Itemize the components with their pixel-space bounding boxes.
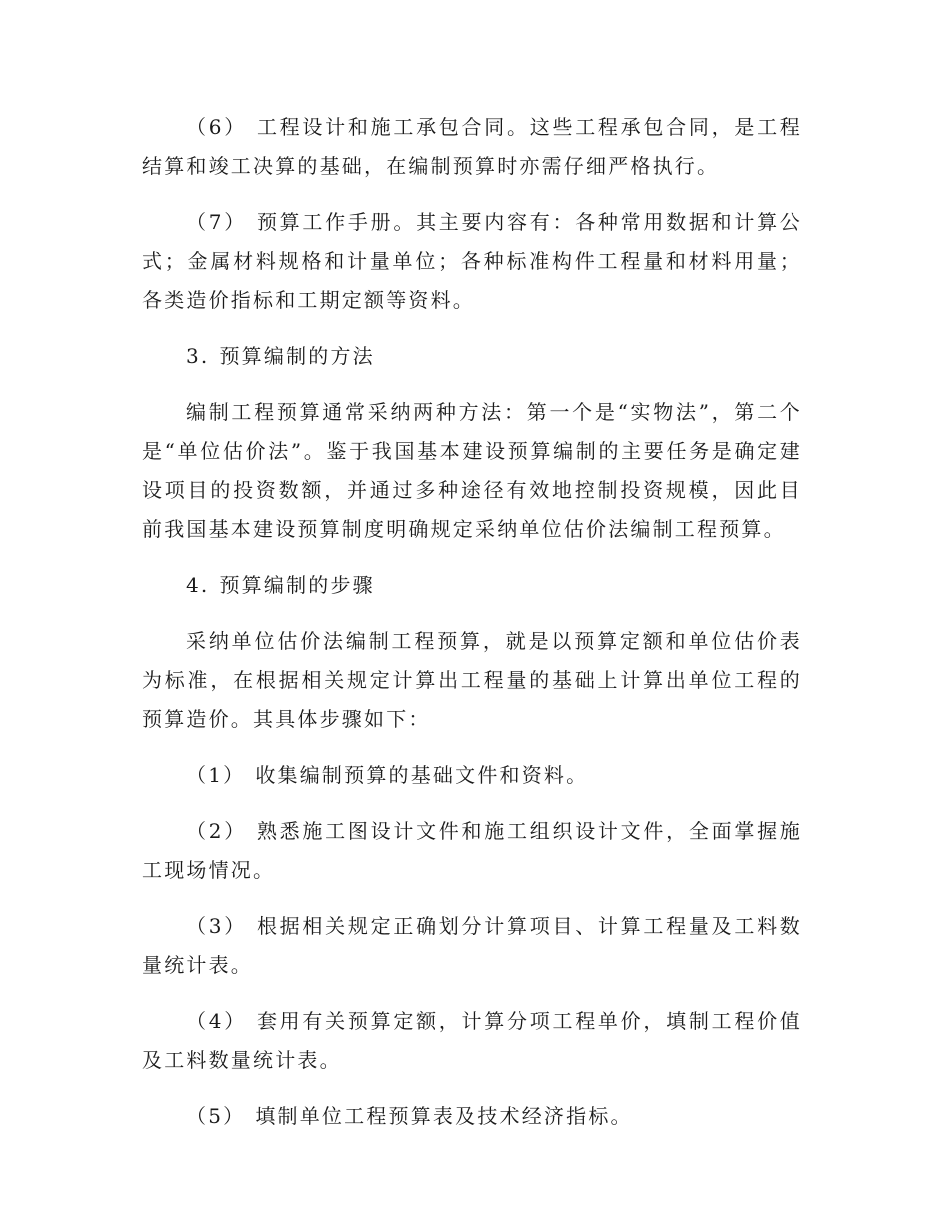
heading-text: 预算编制的步骤 [219,573,375,597]
section-heading-4 [142,566,802,605]
item-text: 套用有关预算定额，计算分项工程单价，填制工程价值及工料数量统计表。 [142,1009,802,1072]
item-number: （7） [186,210,247,234]
item-text: 收集编制预算的基础文件和资料。 [255,763,589,787]
step-item-4 [142,1002,802,1080]
item-text: 熟悉施工图设计文件和施工组织设计文件，全面掌握施工现场情况。 [142,819,802,882]
body-paragraph-methods [142,393,802,549]
item-number: （3） [186,914,247,938]
item-text: 填制单位工程预算表及技术经济指标。 [255,1104,633,1128]
paragraph-item-6 [142,108,802,186]
item-number: （6） [186,115,247,139]
item-text: 预算工作手册。其主要内容有：各种常用数据和计算公式；金属材料规格和计量单位；各种标准构件工程量和材料用量；各类造价指标和工期定额等资料。 [142,210,802,312]
section-heading-3 [142,337,802,376]
heading-number: 3. [186,344,210,368]
step-item-2 [142,812,802,890]
item-number: （5） [186,1104,246,1128]
body-text: 采纳单位估价法编制工程预算，就是以预算定额和单位估价表为标准，在根据相关规定计算出工程量的基础上计算出单位工程的预算造价。其具体步骤如下： [142,629,802,731]
step-item-3 [142,907,802,985]
document-body [142,108,802,1153]
item-number: （1） [186,763,246,787]
heading-number: 4. [186,573,210,597]
item-number: （2） [186,819,247,843]
item-text: 工程设计和施工承包合同。这些工程承包合同，是工程结算和竣工决算的基础，在编制预算时亦需仔细严格执行。 [142,115,802,178]
body-paragraph-steps [142,622,802,739]
item-text: 根据相关规定正确划分计算项目、计算工程量及工料数量统计表。 [142,914,802,977]
body-text: 编制工程预算通常采纳两种方法：第一个是“实物法”，第二个是“单位估价法”。鉴于我国基本建设预算编制的主要任务是确定建设项目的投资数额，并通过多种途径有效地控制投资规模，因此目前我国基本建设预算制度明确规定采纳单位估价法编制工程预算。 [142,400,802,541]
item-number: （4） [186,1009,247,1033]
step-item-1 [142,756,802,795]
step-item-5 [142,1097,802,1136]
heading-text: 预算编制的方法 [219,344,375,368]
paragraph-item-7 [142,203,802,320]
